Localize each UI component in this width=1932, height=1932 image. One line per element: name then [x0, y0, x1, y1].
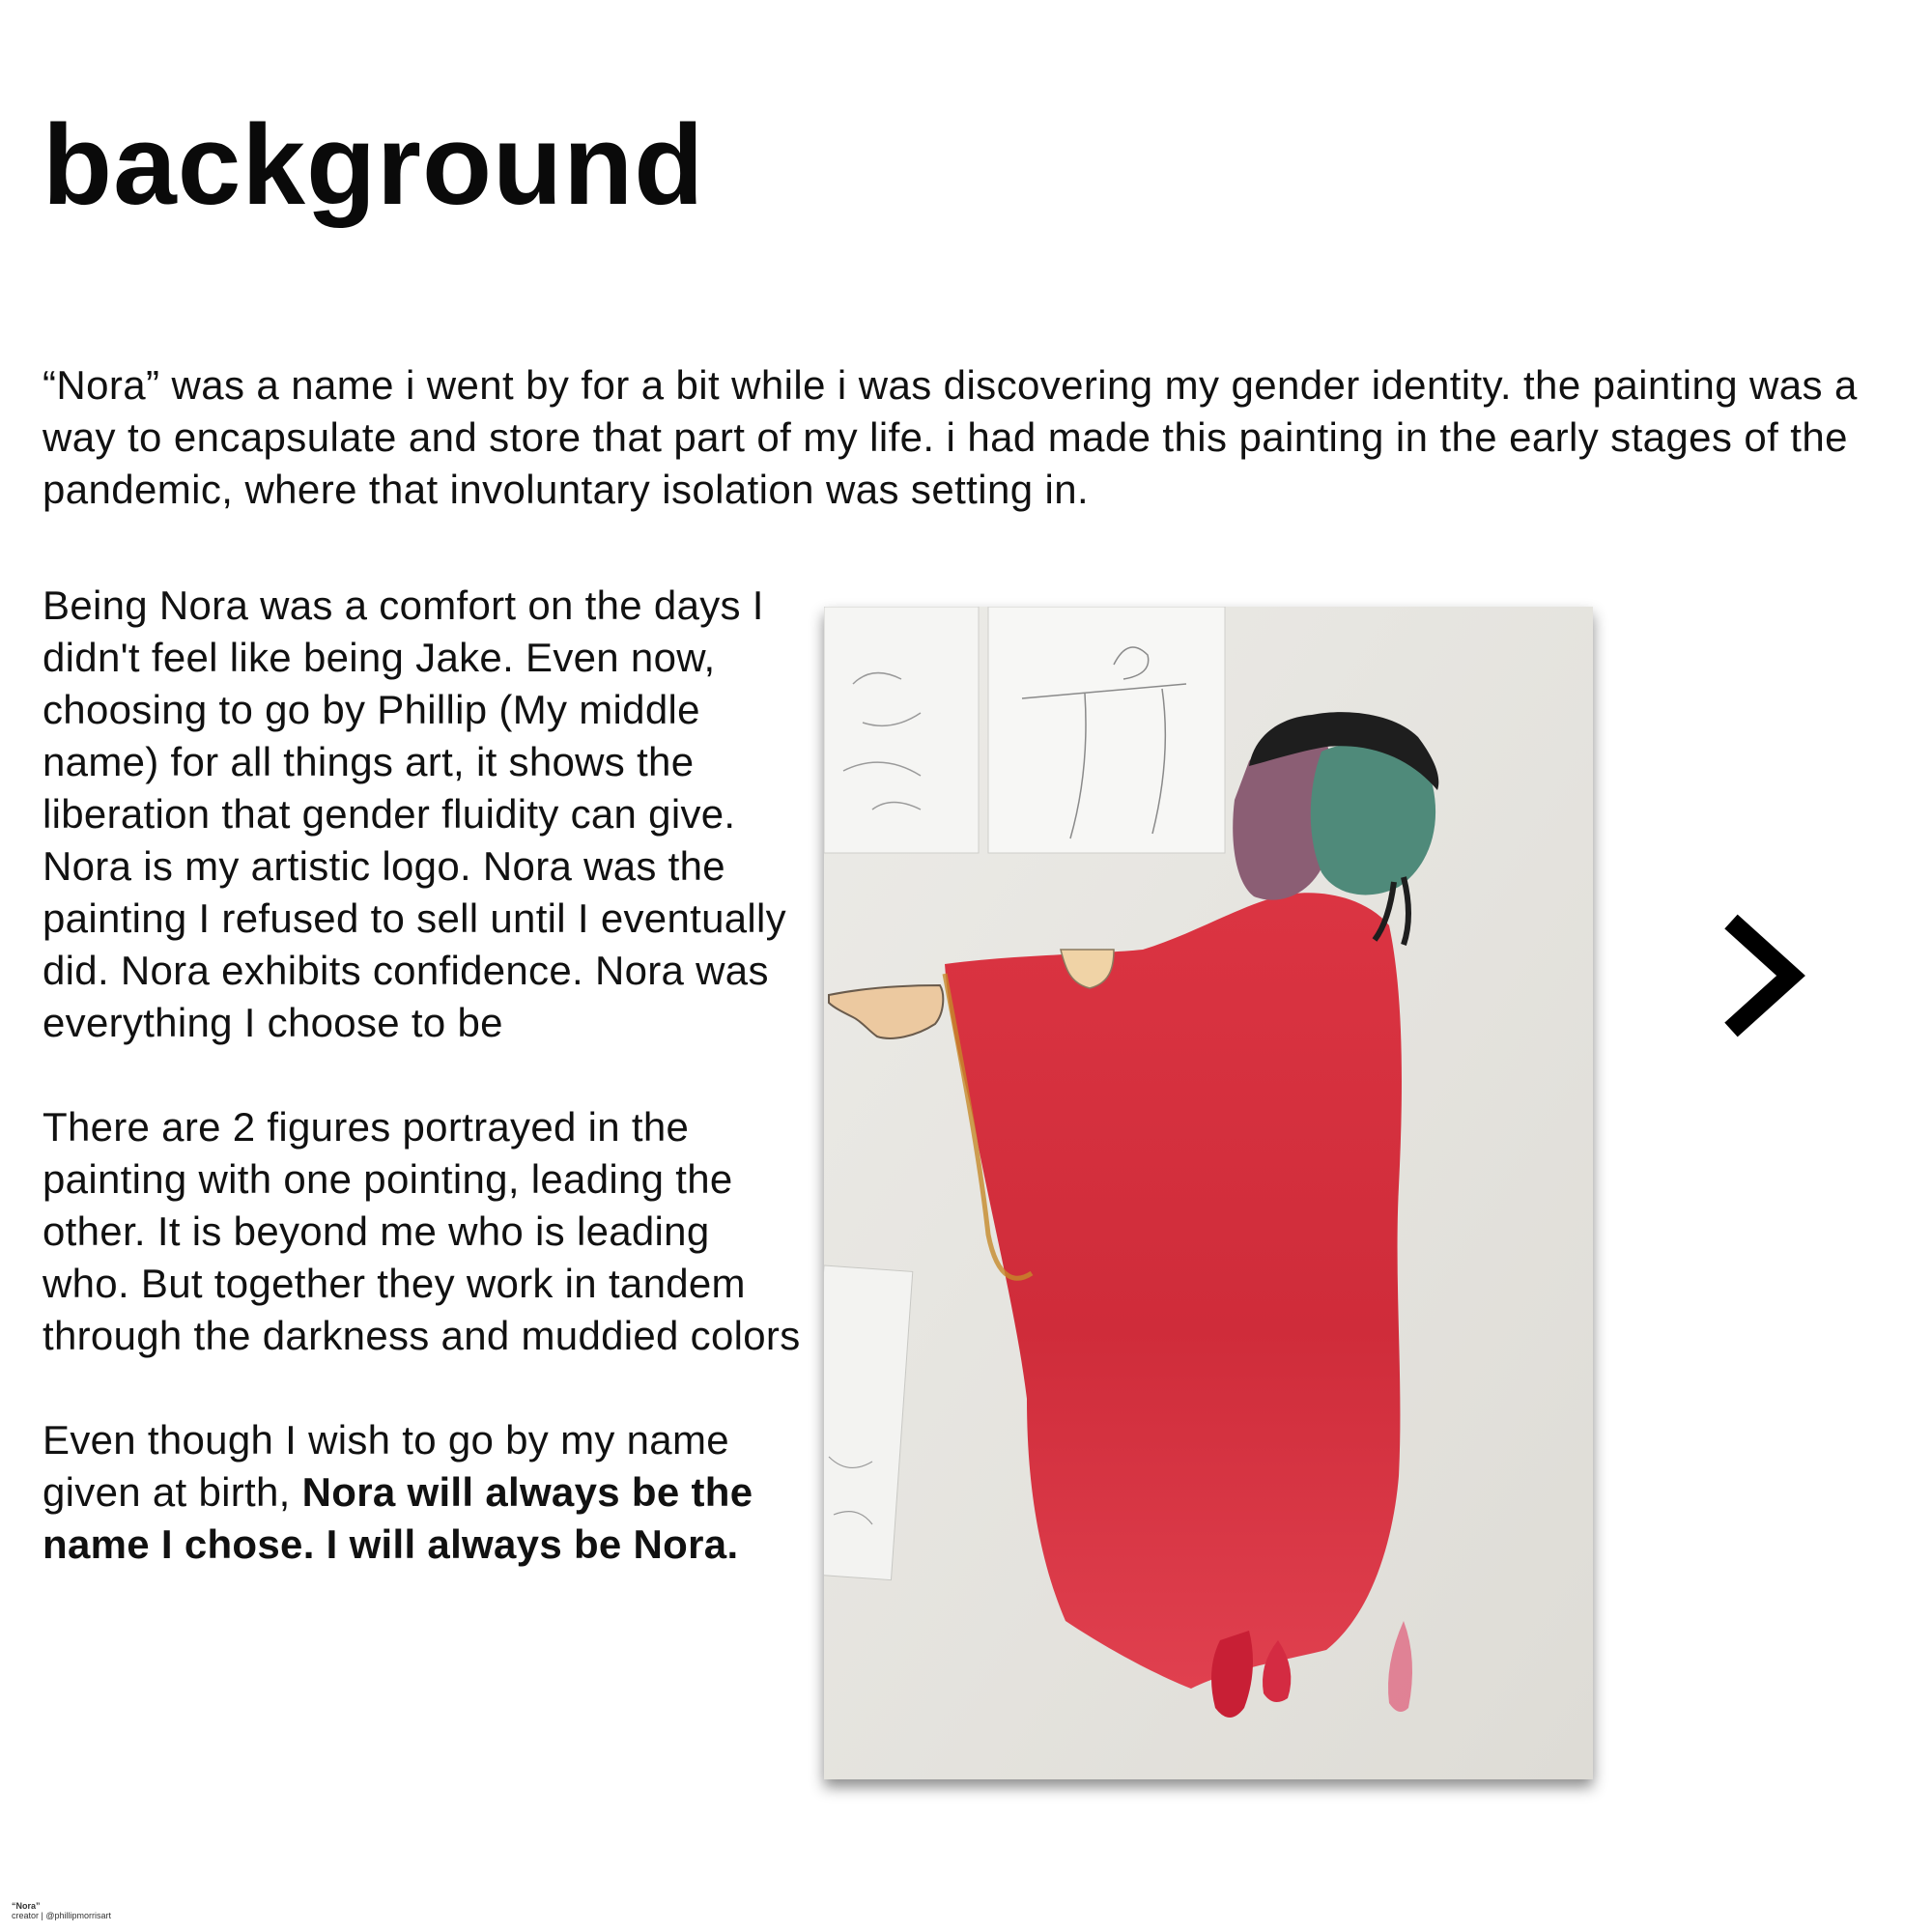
body-paragraph-3 [43, 1414, 806, 1571]
body-paragraph-1: Being Nora was a comfort on the days I didn't feel like being Jake. Even now, choosing to go by Phillip (My middle name) for all things art, it shows the liberation that gender fluidity can give. Nora is my artistic logo. Nora was the painting I refused to sell until I eventually did. Nora exhibits confidence. Nora was everything I choose to be [43, 582, 786, 1045]
painting-illustration [824, 607, 1593, 1779]
body-paragraph-3-emphasis: Nora will always be the name I chose. I will always be Nora. [43, 1469, 753, 1567]
credit-title: “Nora” [12, 1901, 41, 1911]
body-paragraph-2: There are 2 figures portrayed in the painting with one pointing, leading the other. It is beyond me who is leading who. But together they work in tandem through the darkness and muddied colors [43, 1104, 801, 1358]
chevron-right-icon [1710, 908, 1826, 1043]
sketch-paper [988, 607, 1225, 853]
body-paragraph-3-plain: Even though I wish to go by my name given at birth, [43, 1417, 729, 1515]
page-title: background [43, 101, 705, 229]
image-credit [12, 1901, 111, 1920]
credit-byline: creator | @phillipmorrisart [12, 1911, 111, 1920]
painting-image [824, 607, 1593, 1779]
body-text-column [43, 580, 806, 1623]
sketch-paper [824, 607, 979, 853]
next-arrow-button[interactable] [1710, 908, 1826, 1043]
intro-paragraph: “Nora” was a name i went by for a bit while i was discovering my gender identity. the painting was a way to encapsulate and store that part of my life. i had made this painting in the early stages of the pandemic, where that involuntary isolation was setting in. [43, 362, 1858, 512]
